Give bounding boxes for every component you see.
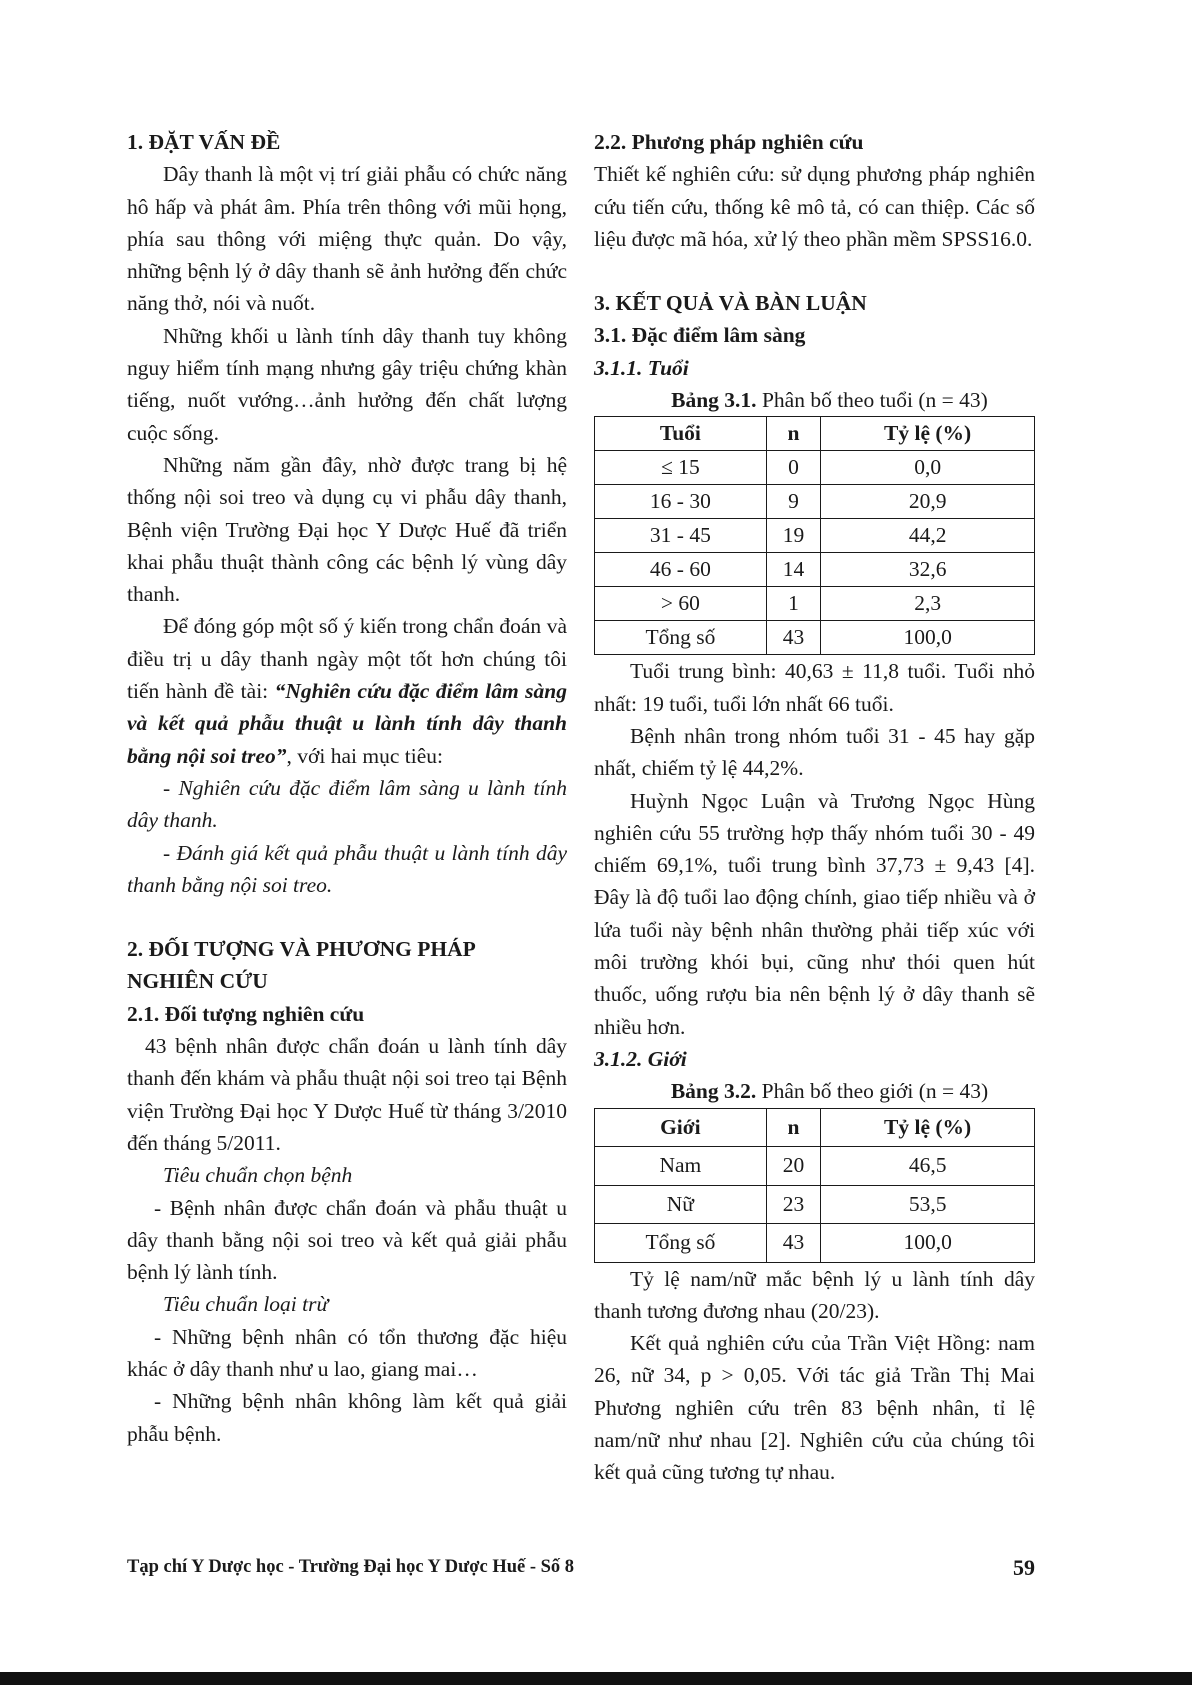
- table-2-label: Bảng 3.2.: [670, 1079, 757, 1104]
- table-cell: 100,0: [821, 621, 1035, 655]
- table-cell: Nam: [595, 1147, 767, 1186]
- table-cell: 43: [766, 1224, 821, 1263]
- right-column: [594, 126, 1035, 1489]
- table-cell: 46,5: [821, 1147, 1035, 1186]
- section-1-heading: 1. ĐẶT VẤN ĐỀ: [127, 130, 281, 154]
- section-3-1-1-heading: 3.1.1. Tuổi: [594, 355, 689, 380]
- table-cell: 14: [766, 553, 821, 587]
- table-row: [595, 587, 1035, 621]
- table-row: [595, 553, 1035, 587]
- table-cell: 2,3: [821, 587, 1035, 621]
- exclusion-criteria-2: - Những bệnh nhân không làm kết quả giải phẫu bệnh.: [127, 1389, 567, 1446]
- inclusion-criteria: - Bệnh nhân được chẩn đoán và phẫu thuật u dây thanh bằng nội soi treo và kết quả giải phẫu bệnh lý lành tính.: [127, 1195, 567, 1285]
- table-1-caption: [594, 384, 1035, 416]
- table-row: [595, 519, 1035, 553]
- page-number: 59: [1013, 1555, 1035, 1580]
- table-cell: 0,0: [821, 451, 1035, 485]
- age-distribution-table: [594, 416, 1035, 655]
- table-row: [595, 485, 1035, 519]
- table-cell: ≤ 15: [595, 451, 767, 485]
- table-1-header-n: n: [766, 417, 821, 451]
- table-row: [595, 1224, 1035, 1263]
- table-cell: 23: [766, 1185, 821, 1224]
- table-cell: 0: [766, 451, 821, 485]
- table-2-header-gender: Giới: [595, 1108, 767, 1147]
- intro-paragraph-1: Dây thanh là một vị trí giải phẫu có chức năng hô hấp và phát âm. Phía trên thông với mũi họng, phía sau thông với miệng thực quản. Do vậy, những bệnh lý ở dây thanh sẽ ảnh hưởng đến chức năng thở, nói và nuốt.: [127, 162, 567, 316]
- table-1-header-age: Tuổi: [595, 417, 767, 451]
- table-2-caption: [594, 1075, 1035, 1107]
- intro-paragraph-4: [127, 610, 567, 771]
- intro-paragraph-4-lead: Để đóng góp một số ý kiến trong chẩn đoán và điều trị u dây thanh ngày một tốt hơn chúng tôi tiến hành đề tài:: [127, 614, 567, 704]
- table-row: [595, 1185, 1035, 1224]
- table-cell: 32,6: [821, 553, 1035, 587]
- section-3-heading: 3. KẾT QUẢ VÀ BÀN LUẬN: [594, 291, 867, 316]
- table-row: [595, 621, 1035, 655]
- objective-1: - Nghiên cứu đặc điểm lâm sàng u lành tính dây thanh.: [127, 775, 567, 833]
- table-cell: Tổng số: [595, 1224, 767, 1263]
- section-2-1-heading: 2.1. Đối tượng nghiên cứu: [127, 1001, 365, 1026]
- table-cell: 43: [766, 621, 821, 655]
- table-2-header-n: n: [766, 1108, 821, 1147]
- inclusion-heading: Tiêu chuẩn chọn bệnh: [163, 1163, 353, 1188]
- gender-distribution-table: [594, 1108, 1035, 1263]
- table-1-header-rate: Tỷ lệ (%): [821, 417, 1035, 451]
- table-cell: 1: [766, 587, 821, 621]
- gender-discussion-paragraph: Kết quả nghiên cứu của Trần Việt Hồng: nam 26, nữ 34, p > 0,05. Với tác giả Trần Thị Mai Phương nghiên cứu trên 83 bệnh nhân, tỉ lệ nam/nữ như nhau [2]. Nghiên cứu của chúng tôi kết quả cũng tương tự nhau.: [594, 1331, 1035, 1485]
- table-cell: 46 - 60: [595, 553, 767, 587]
- section-3-1-2-heading: 3.1.2. Giới: [594, 1046, 687, 1071]
- gender-ratio-paragraph: Tỷ lệ nam/nữ mắc bệnh lý u lành tính dây thanh tương đương nhau (20/23).: [594, 1266, 1035, 1323]
- table-2-header-rate: Tỷ lệ (%): [821, 1108, 1035, 1147]
- table-1-caption-text: Phân bố theo tuổi (n = 43): [756, 388, 988, 413]
- study-title: “Nghiên cứu đặc điểm lâm sàng và kết quả phẫu thuật u lành tính dây thanh bằng nội soi treo”: [127, 679, 567, 768]
- table-cell: 16 - 30: [595, 485, 767, 519]
- table-cell: 20,9: [821, 485, 1035, 519]
- section-2-2-heading: 2.2. Phương pháp nghiên cứu: [594, 130, 864, 154]
- objective-2: - Đánh giá kết quả phẫu thuật u lành tính dây thanh bằng nội soi treo.: [127, 840, 567, 897]
- table-row: [595, 1147, 1035, 1186]
- intro-paragraph-3: Những năm gần đây, nhờ được trang bị hệ thống nội soi treo và dụng cụ vi phẫu dây thanh, Bệnh viện Trường Đại học Y Dược Huế đã triển khai phẫu thuật thành công các bệnh lý vùng dây thanh.: [127, 452, 567, 607]
- page-footer: [127, 1557, 1035, 1578]
- table-cell: Nữ: [595, 1185, 767, 1224]
- exclusion-heading: Tiêu chuẩn loại trừ: [163, 1292, 329, 1317]
- exclusion-criteria-1: - Những bệnh nhân có tổn thương đặc hiệu khác ở dây thanh như u lao, giang mai…: [127, 1324, 567, 1381]
- age-mean-paragraph: Tuổi trung bình: 40,63 ± 11,8 tuổi. Tuổi nhỏ nhất: 19 tuổi, tuổi lớn nhất 66 tuổi.: [594, 659, 1035, 716]
- journal-name: Tạp chí Y Dược học - Trường Đại học Y Dược Huế - Số 8: [127, 1557, 575, 1577]
- subjects-paragraph: 43 bệnh nhân được chẩn đoán u lành tính dây thanh đến khám và phẫu thuật nội soi treo tại Bệnh viện Trường Đại học Y Dược Huế từ tháng 3/2010 đến tháng 5/2011.: [127, 1034, 567, 1155]
- table-cell: 53,5: [821, 1185, 1035, 1224]
- bottom-border: [0, 1672, 1192, 1685]
- table-cell: 100,0: [821, 1224, 1035, 1263]
- table-cell: 19: [766, 519, 821, 553]
- table-cell: 31 - 45: [595, 519, 767, 553]
- left-column: [127, 126, 567, 1450]
- age-group-paragraph: Bệnh nhân trong nhóm tuổi 31 - 45 hay gặp nhất, chiếm tỷ lệ 44,2%.: [594, 723, 1035, 781]
- table-cell: 44,2: [821, 519, 1035, 553]
- table-1-label: Bảng 3.1.: [671, 388, 757, 413]
- table-cell: > 60: [595, 587, 767, 621]
- table-cell: 20: [766, 1147, 821, 1186]
- table-cell: 9: [766, 485, 821, 519]
- intro-paragraph-2: Những khối u lành tính dây thanh tuy không nguy hiểm tính mạng nhưng gây triệu chứng khàn tiếng, nuốt vướng…ảnh hưởng đến chất lượng cuộc sống.: [127, 323, 567, 445]
- section-2-heading: 2. ĐỐI TƯỢNG VÀ PHƯƠNG PHÁP NGHIÊN CỨU: [127, 937, 475, 994]
- intro-paragraph-4-tail: , với hai mục tiêu:: [286, 743, 443, 768]
- section-3-1-heading: 3.1. Đặc điểm lâm sàng: [594, 323, 806, 348]
- age-discussion-paragraph: Huỳnh Ngọc Luận và Trương Ngọc Hùng nghiên cứu 55 trường hợp thấy nhóm tuổi 30 - 49 chiếm 69,1%, tuổi trung bình 37,73 ± 9,43 [4]. Đây là độ tuổi lao động chính, giao tiếp nhiều và ở lứa tuổi này bệnh nhân thường phải tiếp xúc với môi trường khói bụi, cũng như thói quen hút thuốc, uống rượu bia nên bệnh lý ở dây thanh sẽ nhiều hơn.: [594, 788, 1035, 1039]
- table-row: [595, 451, 1035, 485]
- methods-paragraph: Thiết kế nghiên cứu: sử dụng phương pháp nghiên cứu tiến cứu, thống kê mô tả, có can thiệp. Các số liệu được mã hóa, xử lý theo phần mềm SPSS16.0.: [594, 162, 1035, 251]
- table-cell: Tổng số: [595, 621, 767, 655]
- table-2-caption-text: Phân bố theo giới (n = 43): [756, 1079, 989, 1104]
